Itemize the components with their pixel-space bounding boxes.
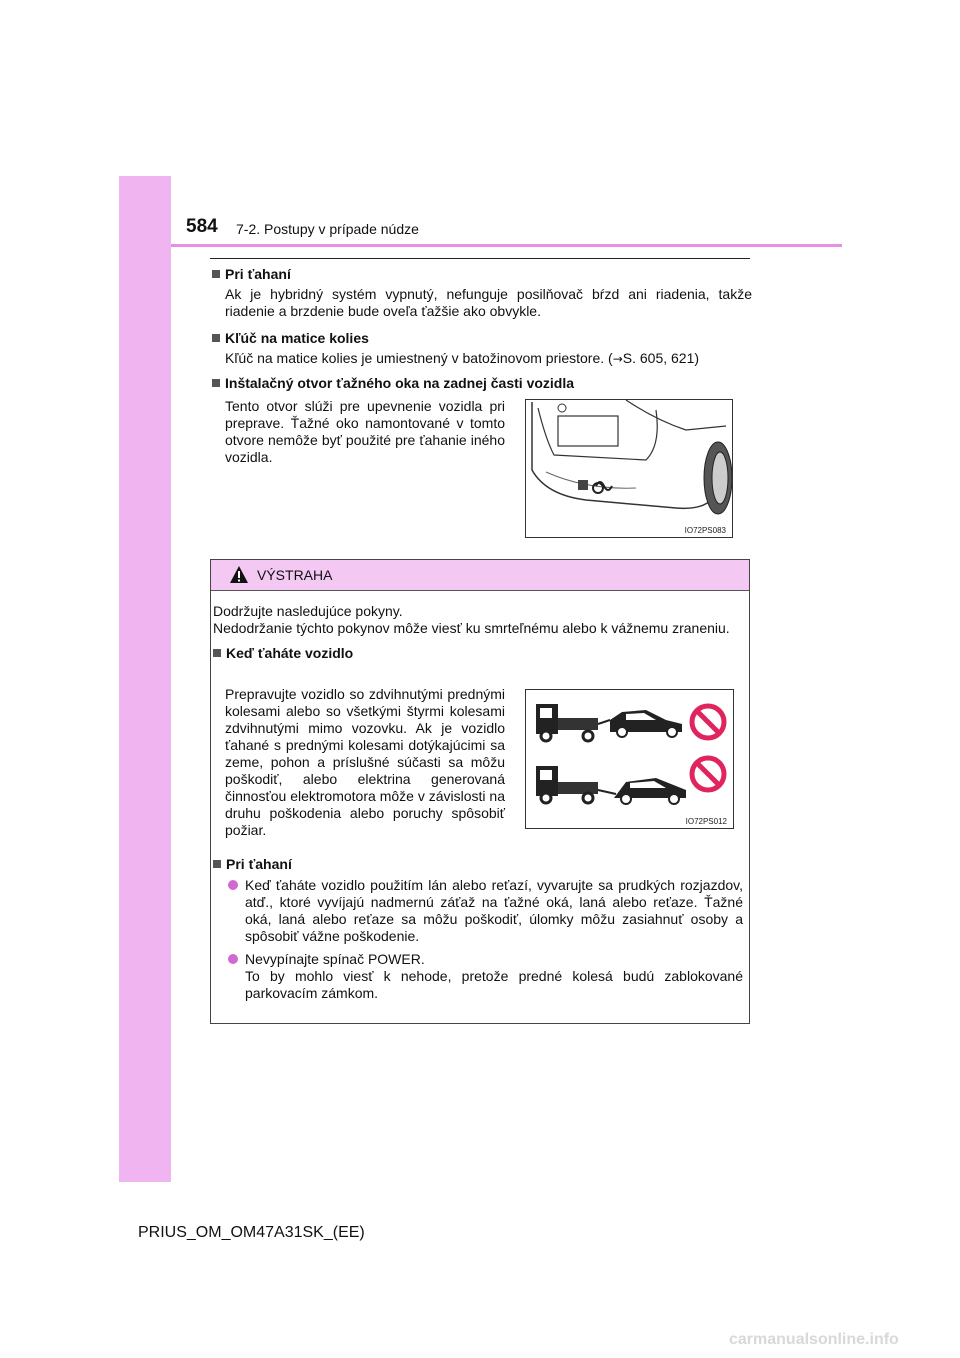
section-wheel-nut-wrench	[212, 330, 752, 368]
header-rule	[171, 244, 842, 247]
round-bullet-icon	[228, 880, 238, 890]
warning-box	[210, 559, 750, 1024]
towing-eye-figure	[525, 399, 733, 538]
section-body: Ak je hybridný systém vypnutý, nefunguje posilňovač bŕzd ani riadenia, takže riadenie a brzdenie bude oveľa ťažšie ako obvykle.	[225, 286, 752, 319]
list-item: Keď ťaháte vozidlo použitím lán alebo reťazí, vyvarujte sa prudkých rozjazdov, atď., ktoré vyvíjajú nadmernú záťaž na ťažné oká, laná alebo reťaze. Ťažné oká, laná alebo reťaze sa môžu poškodiť, úlomky môžu zasiahnuť osoby a spôsobiť vážne poškodenie.	[213, 877, 743, 945]
warning-intro-line-1: Dodržujte nasledujúce pokyny.	[213, 603, 403, 619]
square-bullet-icon	[213, 649, 221, 657]
towing-methods-figure	[525, 689, 734, 829]
figure-label: IO72PS083	[684, 526, 726, 535]
warning-pri-tahani	[213, 856, 743, 1008]
page-number: 584	[186, 216, 218, 237]
warning-header	[211, 560, 749, 591]
round-bullet-icon	[228, 954, 238, 964]
square-bullet-icon	[212, 270, 220, 278]
subheading-when-towing: Keď ťaháte vozidlo	[213, 645, 743, 662]
square-bullet-icon	[213, 860, 221, 868]
towing-eye-text: Tento otvor slúži pre upevnenie vozidla pri preprave. Ťažné oko namontované v tomto otvore nemôže byť použité pre ťahanie iného vozidla.	[225, 398, 505, 465]
warning-intro	[213, 603, 743, 662]
warning-triangle-icon	[229, 565, 249, 584]
tow-truck-illustration	[526, 690, 733, 828]
arrow-icon: →	[612, 352, 623, 366]
warning-title: VÝSTRAHA	[257, 567, 333, 583]
rear-bumper-illustration	[526, 400, 732, 537]
section-heading: Inštalačný otvor ťažného oka na zadnej časti vozidla	[212, 375, 752, 392]
section-body: Kľúč na matice kolies je umiestnený v batožinovom priestore. (→S. 605, 621)	[225, 350, 700, 366]
warning-intro-line-2: Nedodržanie týchto pokynov môže viesť ku smrteľnému alebo k vážnemu zraneniu.	[213, 620, 730, 636]
subheading-pri-tahani: Pri ťahaní	[213, 856, 743, 873]
list-item: Nevypínajte spínač POWER. To by mohlo viesť k nehode, pretože predné kolesá budú zablokované parkovacím zámkom.	[213, 951, 743, 1002]
section-heading: Pri ťahaní	[212, 266, 752, 283]
document-code: PRIUS_OM_OM47A31SK_(EE)	[138, 1224, 365, 1241]
square-bullet-icon	[212, 334, 220, 342]
content-top-rule	[210, 258, 750, 259]
chapter-sidebar-tab	[119, 176, 171, 1182]
chapter-title: 7-2. Postupy v prípade núdze	[236, 221, 419, 237]
section-heading: Kľúč na matice kolies	[212, 330, 752, 347]
figure-label: IO72PS012	[685, 817, 727, 826]
watermark: carmanualsonline.info	[729, 1331, 899, 1348]
when-towing-text: Prepravujte vozidlo so zdvihnutými prednými kolesami alebo so všetkými štyrmi kolesami zdvihnutými mimo vozovku. Ak je vozidlo ťahané s prednými kolesami dotýkajúcimi sa zeme, pohon a príslušné súčasti sa môžu poškodiť, alebo elektrina generovaná činnosťou elektromotora môže v závislosti na druhu poškodenia alebo poruchy spôsobiť požiar.	[225, 686, 505, 838]
section-towing-eye-hole	[212, 375, 752, 392]
square-bullet-icon	[212, 379, 220, 387]
section-pri-tahani	[212, 266, 752, 320]
